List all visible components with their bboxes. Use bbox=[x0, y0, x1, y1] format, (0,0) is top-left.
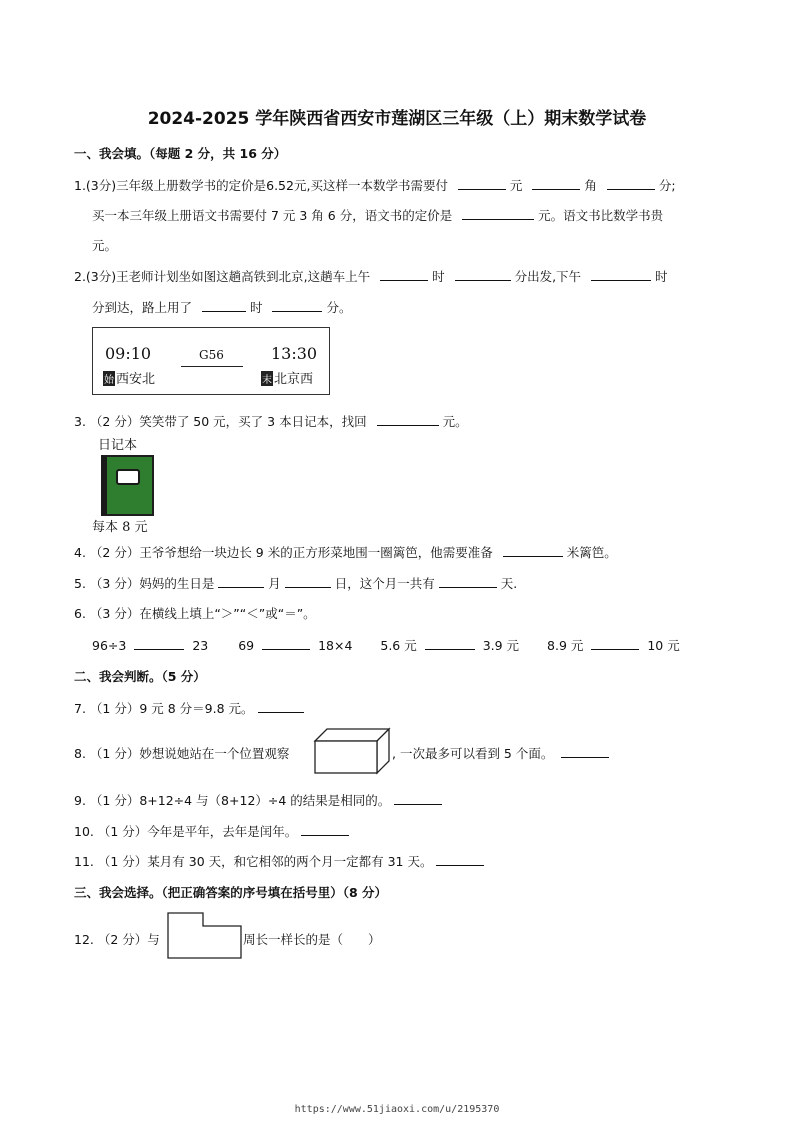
route-line bbox=[181, 366, 243, 367]
q2-blank-arrive-hour[interactable] bbox=[591, 268, 651, 281]
q12-text: 12. （2 分）与 bbox=[74, 932, 160, 947]
question-10 bbox=[74, 822, 349, 840]
q2-blank-duration-hour[interactable] bbox=[202, 299, 246, 312]
q1-unit-jiao: 角 bbox=[584, 178, 597, 193]
q4-unit: 米篱笆。 bbox=[566, 545, 617, 560]
q1-blank-yuan[interactable] bbox=[458, 177, 506, 190]
q5-blank-days-total[interactable] bbox=[439, 575, 497, 588]
train-ticket-figure bbox=[92, 327, 330, 395]
q2-unit-minute: 分。 bbox=[326, 300, 352, 315]
question-3 bbox=[74, 412, 468, 430]
q2-unit-hour-3: 时 bbox=[249, 300, 263, 315]
q8-text-2: , 一次最多可以看到 5 个面。 bbox=[392, 746, 554, 761]
diary-price: 每本 8 元 bbox=[92, 520, 148, 535]
q7-blank[interactable] bbox=[258, 700, 304, 713]
q2-text-3: 分到达，路上用了 bbox=[92, 300, 193, 315]
q1-text-4: 元。 bbox=[92, 238, 118, 253]
q4-text: 4. （2 分）王爷爷想给一块边长 9 米的正方形菜地围一圈篱笆，他需要准备 bbox=[74, 545, 493, 560]
q6-item: 69 bbox=[238, 638, 255, 653]
question-2-line-1 bbox=[74, 267, 668, 285]
question-6: 6. （3 分）在横线上填上“＞”“＜”或“＝”。 bbox=[74, 606, 316, 621]
q6-item: 8.9 元 bbox=[547, 638, 584, 653]
q2-text-2: 分出发,下午 bbox=[514, 269, 582, 284]
q1-text-3: 元。语文书比数学书贵 bbox=[538, 208, 664, 223]
q1-unit-fen: 分; bbox=[658, 178, 676, 193]
q6-blank-3[interactable] bbox=[425, 637, 475, 650]
question-4 bbox=[74, 543, 617, 561]
q10-text: 10. （1 分）今年是平年，去年是闰年。 bbox=[74, 824, 298, 839]
q2-blank-depart-minute[interactable] bbox=[455, 268, 511, 281]
depart-station bbox=[103, 368, 155, 387]
q8-blank[interactable] bbox=[561, 745, 609, 758]
question-5 bbox=[74, 574, 517, 592]
q5-text: 5. （3 分）妈妈的生日是 bbox=[74, 576, 215, 591]
q5-blank-month[interactable] bbox=[218, 575, 264, 588]
question-1-line-1 bbox=[74, 176, 676, 194]
end-badge: 末 bbox=[261, 371, 273, 386]
q11-text: 11. （1 分）某月有 30 天，和它相邻的两个月一定都有 31 天。 bbox=[74, 854, 433, 869]
q1-blank-chinese-price[interactable] bbox=[462, 207, 534, 220]
section-3-heading: 三、我会选择。（把正确答案的序号填在括号里）（8 分） bbox=[74, 885, 388, 900]
arrive-station-name: 北京西 bbox=[274, 372, 314, 387]
question-9 bbox=[74, 791, 442, 809]
question-8 bbox=[74, 744, 289, 762]
q9-text: 9. （1 分）8+12÷4 与（8+12）÷4 的结果是相同的。 bbox=[74, 793, 391, 808]
q5-blank-day[interactable] bbox=[285, 575, 331, 588]
q1-blank-fen[interactable] bbox=[607, 177, 655, 190]
depart-time: 09:10 bbox=[105, 344, 152, 363]
q8-text: 8. （1 分）妙想说她站在一个位置观察 bbox=[74, 746, 290, 761]
page-title: 2024-2025 学年陕西省西安市莲湖区三年级（上）期末数学试卷 bbox=[147, 109, 647, 129]
q12-text-2: 周长一样长的是（ ） bbox=[243, 932, 381, 947]
q10-blank[interactable] bbox=[301, 823, 349, 836]
footer-url: https://www.51jiaoxi.com/u/2195370 bbox=[294, 1104, 500, 1115]
q6-item: 3.9 元 bbox=[482, 638, 520, 653]
question-11 bbox=[74, 852, 484, 870]
cuboid-figure bbox=[313, 727, 391, 775]
question-12 bbox=[74, 930, 160, 948]
q5-text-2: 日，这个月一共有 bbox=[334, 576, 435, 591]
q6-item: 23 bbox=[192, 638, 209, 653]
q2-unit-hour-2: 时 bbox=[655, 269, 668, 284]
q7-text: 7. （1 分）9 元 8 分＝9.8 元。 bbox=[74, 701, 254, 716]
train-number: G56 bbox=[199, 348, 224, 362]
q2-blank-depart-hour[interactable] bbox=[380, 268, 428, 281]
q6-blank-4[interactable] bbox=[591, 637, 639, 650]
q6-item: 18×4 bbox=[318, 638, 353, 653]
q3-blank-change[interactable] bbox=[377, 413, 439, 426]
q6-blank-2[interactable] bbox=[262, 637, 310, 650]
q4-blank-fence[interactable] bbox=[503, 544, 563, 557]
section-1-heading: 一、我会填。（每题 2 分，共 16 分） bbox=[74, 146, 287, 161]
q2-text: 2.(3分)王老师计划坐如图这趟高铁到北京,这趟车上午 bbox=[74, 269, 371, 284]
q6-item: 5.6 元 bbox=[380, 638, 417, 653]
question-1-line-2 bbox=[92, 206, 663, 224]
section-2-heading: 二、我会判断。（5 分） bbox=[74, 669, 206, 684]
depart-station-name: 西安北 bbox=[116, 372, 156, 387]
q6-item: 10 元 bbox=[647, 638, 680, 653]
question-2-line-2 bbox=[92, 298, 351, 316]
book-label-icon bbox=[116, 469, 140, 485]
q3-text: 3. （2 分）笑笑带了 50 元，买了 3 本日记本，找回 bbox=[74, 414, 367, 429]
start-badge: 始 bbox=[103, 371, 115, 386]
q1-text-2: 买一本三年级上册语文书需要付 7 元 3 角 6 分，语文书的定价是 bbox=[92, 208, 453, 223]
q2-unit-hour: 时 bbox=[432, 269, 445, 284]
q1-blank-jiao[interactable] bbox=[532, 177, 580, 190]
diary-label: 日记本 bbox=[98, 438, 138, 453]
q6-blank-1[interactable] bbox=[134, 637, 184, 650]
arrive-time: 13:30 bbox=[271, 344, 318, 363]
q1-unit-yuan: 元 bbox=[509, 178, 523, 193]
q3-unit: 元。 bbox=[442, 414, 468, 429]
question-8-tail bbox=[392, 744, 609, 762]
arrive-station bbox=[261, 368, 313, 387]
q1-text: 1.(3分)三年级上册数学书的定价是6.52元,买这样一本数学书需要付 bbox=[74, 178, 448, 193]
q5-unit-day: 天. bbox=[500, 576, 518, 591]
q5-unit-month: 月 bbox=[268, 576, 281, 591]
q9-blank[interactable] bbox=[394, 792, 442, 805]
q6-item: 96÷3 bbox=[92, 638, 127, 653]
q6-compare-row bbox=[92, 636, 680, 654]
question-7 bbox=[74, 699, 304, 717]
diary-book-icon bbox=[101, 455, 154, 516]
q11-blank[interactable] bbox=[436, 853, 484, 866]
q2-blank-duration-minute[interactable] bbox=[272, 299, 322, 312]
l-shape-figure bbox=[167, 912, 243, 960]
